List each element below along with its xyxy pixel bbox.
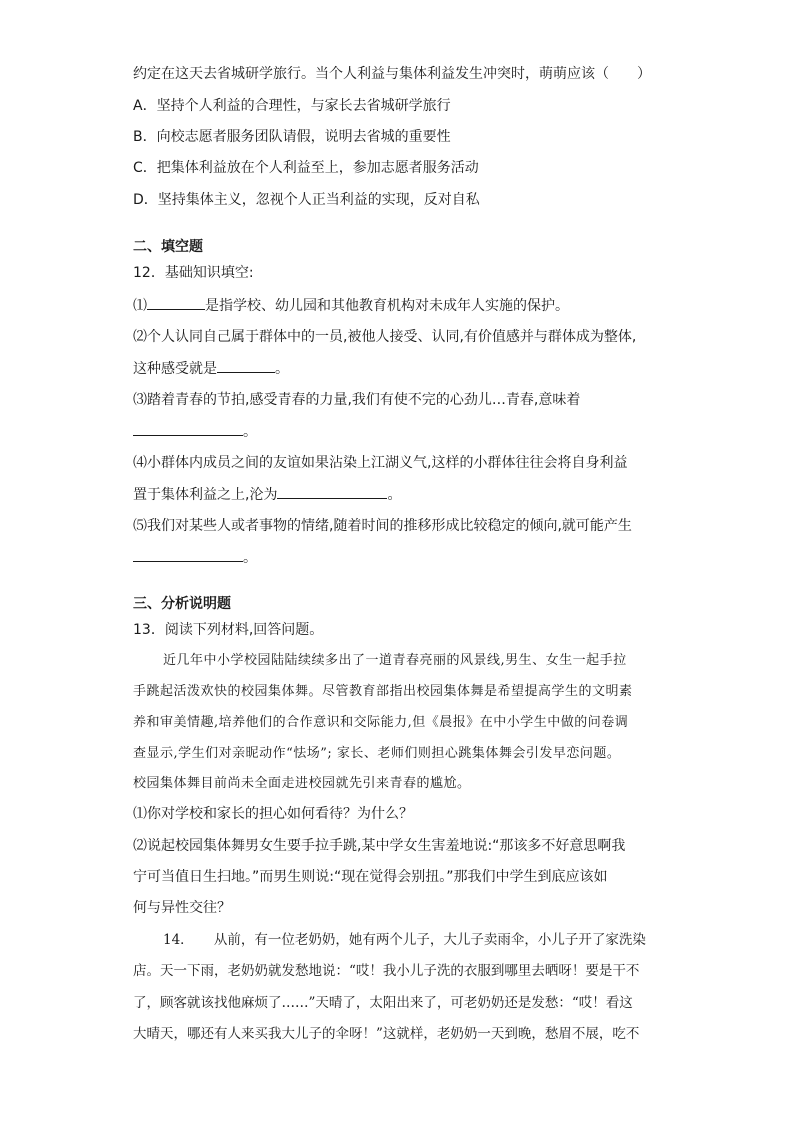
item-4-prefix: 置于集体利益之上,沦为 bbox=[133, 487, 278, 503]
q13-sub-1: ⑴你对学校和家长的担心如何看待？为什么？ bbox=[133, 806, 413, 822]
q13-stem: 13．阅读下列材料,回答问题。 bbox=[133, 622, 324, 638]
q12-stem: 12．基础知识填空: bbox=[133, 265, 254, 281]
answer-blank bbox=[147, 295, 205, 310]
q12-item-1 bbox=[133, 295, 569, 316]
q12-item-2-line-1: ⑵个人认同自己属于群体中的一员,被他人接受、认同,有价值感并与群体成为整体, bbox=[133, 329, 637, 345]
answer-blank bbox=[277, 484, 387, 499]
material-line-3: 养和审美情趣,培养他们的合作意识和交际能力,但《晨报》在中小学生中做的问卷调 bbox=[133, 715, 629, 730]
q13-sub-2-line-2: 宁可当值日生扫地。”而男生则说:“现在觉得会别扭。”那我们中学生到底应该如 bbox=[133, 869, 608, 885]
q12-item-3-line-1: ⑶踏着青春的节拍,感受青春的力量,我们有使不完的心劲儿…青春,意味着 bbox=[133, 392, 581, 408]
q14-line-1: 14． 从前，有一位老奶奶，她有两个儿子，大儿子卖雨伞，小儿子开了家洗染 bbox=[163, 932, 646, 948]
q11-option-c: C．把集体利益放在个人利益至上，参加志愿者服务活动 bbox=[133, 160, 479, 176]
q11-option-d: D．坚持集体主义，忽视个人正当利益的实现，反对自私 bbox=[133, 192, 480, 208]
q12-item-4-line-1: ⑷小群体内成员之间的友谊如果沾染上江湖义气,这样的小群体往往会将自身利益 bbox=[133, 455, 628, 471]
answer-blank bbox=[133, 547, 243, 562]
q14-line-4: 大晴天，哪还有人来买我大儿子的伞呀！”这就样，老奶奶一天到晚，愁眉不展，吃不 bbox=[133, 1026, 640, 1042]
q12-item-3-line-2 bbox=[133, 421, 257, 442]
material-line-5: 校园集体舞目前尚未全面走进校园就先引来青春的尴尬。 bbox=[133, 776, 471, 791]
q14-line-3: 了，顾客就该找他麻烦了……”天晴了，太阳出来了，可老奶奶还是发愁：“哎！看这 bbox=[133, 995, 633, 1011]
q12-item-5-line-1: ⑸我们对某些人或者事物的情绪,随着时间的推移形成比较稳定的倾向,就可能产生 bbox=[133, 518, 632, 534]
q11-option-a: A．坚持个人利益的合理性，与家长去省城研学旅行 bbox=[133, 98, 451, 114]
item-2-prefix: 这种感受就是 bbox=[133, 361, 217, 377]
q11-option-b: B．向校志愿者服务团队请假，说明去省城的重要性 bbox=[133, 129, 451, 145]
material-line-2: 手跳起活泼欢快的校园集体舞。尽管教育部指出校园集体舞是希望提高学生的文明素 bbox=[133, 684, 633, 699]
material-line-4: 查显示,学生们对亲昵动作“怯场”; 家长、老师们则担心跳集体舞会引发早恋问题。 bbox=[133, 746, 621, 761]
q12-item-5-line-2 bbox=[133, 547, 257, 568]
q13-sub-2-line-1: ⑵说起校园集体舞男女生要手拉手跳,某中学女生害羞地说:“那该多不好意思啊我 bbox=[133, 838, 626, 854]
item-1-suffix: 是指学校、幼儿园和其他教育机构对未成年人实施的保护。 bbox=[205, 298, 569, 314]
q14-line-2: 店。天一下雨，老奶奶就发愁地说：“哎！我小儿子洗的衣服到哪里去晒呀！要是干不 bbox=[133, 963, 640, 979]
answer-blank bbox=[133, 421, 243, 436]
answer-blank bbox=[217, 358, 275, 373]
q12-item-2-line-2 bbox=[133, 358, 289, 379]
item-4-suffix: 。 bbox=[387, 487, 402, 503]
q12-item-4-line-2 bbox=[133, 484, 401, 505]
item-5-suffix: 。 bbox=[243, 550, 257, 566]
item-1-prefix: ⑴ bbox=[133, 298, 147, 314]
q13-sub-2-line-3: 何与异性交往？ bbox=[133, 900, 231, 916]
item-2-suffix: 。 bbox=[275, 361, 289, 377]
item-3-suffix: 。 bbox=[243, 424, 257, 440]
material-line-1: 近几年中小学校园陆陆续续多出了一道青春亮丽的风景线,男生、女生一起手拉 bbox=[163, 653, 627, 668]
section-2-title: 二、填空题 bbox=[133, 239, 203, 255]
q11-stem-tail: 约定在这天去省城研学旅行。当个人利益与集体利益发生冲突时，萌萌应该（ ） bbox=[133, 66, 651, 82]
section-3-title: 三、分析说明题 bbox=[133, 596, 231, 612]
